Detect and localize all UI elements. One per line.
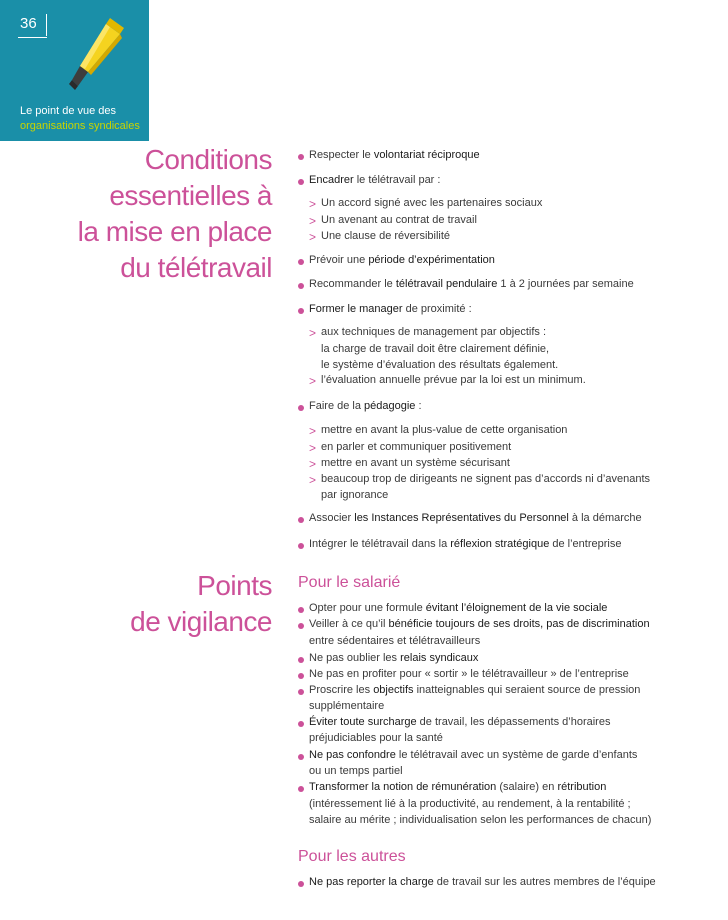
conditions-title-line: du télétravail [120, 252, 272, 283]
page-number-rule-horizontal [18, 37, 47, 38]
list-item: Associer les Instances Représentatives du Personnel à la démarche [298, 512, 642, 524]
page-number: 36 [20, 15, 37, 32]
sub-item-continuation: par ignorance [321, 489, 389, 501]
list-item: Ne pas en profiter pour « sortir » le télétravailleur » de l’entreprise [298, 668, 629, 680]
list-item: Ne pas oublier les relais syndicaux [298, 652, 478, 664]
conditions-title [78, 142, 272, 286]
conditions-title-line: la mise en place [77, 216, 272, 247]
list-item: Encadrer le télétravail par : [298, 174, 440, 186]
sub-item: > Une clause de réversibilité [298, 230, 450, 242]
section-label-line2: organisations syndicales [20, 120, 140, 132]
list-item-continuation: ou un temps partiel [309, 765, 403, 777]
highlighter-marker-icon [58, 14, 128, 92]
sub-item: > en parler et communiquer positivement [298, 441, 511, 453]
conditions-title-line: essentielles à [109, 180, 272, 211]
section-heading-salarie: Pour le salarié [298, 574, 401, 591]
list-item: Prévoir une période d’expérimentation [298, 254, 495, 266]
sub-item: > l’évaluation annuelle prévue par la loi est un minimum. [298, 374, 586, 386]
list-item: Faire de la pédagogie : [298, 400, 422, 412]
sub-item: > beaucoup trop de dirigeants ne signent pas d’accords ni d’avenants [298, 473, 650, 485]
list-item: Veiller à ce qu’il bénéficie toujours de ses droits, pas de discrimination [298, 618, 650, 630]
list-item: Proscrire les objectifs inatteignables qui seraient source de pression [298, 684, 640, 696]
list-item: Opter pour une formule évitant l’éloignement de la vie sociale [298, 602, 607, 614]
list-item: Respecter le volontariat réciproque [298, 149, 480, 161]
header-corner-block [0, 0, 149, 141]
section-heading-autres: Pour les autres [298, 848, 406, 865]
list-item: Ne pas confondre le télétravail avec un système de garde d’enfants [298, 749, 637, 761]
list-item-continuation: salaire au mérite ; individualisation selon les performances de chacun) [309, 814, 652, 826]
section-label [20, 104, 140, 134]
vigilance-title-line: de vigilance [130, 606, 272, 637]
list-item-continuation: préjudiciables pour la santé [309, 732, 443, 744]
vigilance-title [130, 568, 272, 640]
sub-item: > aux techniques de management par objectifs : [298, 326, 546, 338]
sub-item-continuation: le système d’évaluation des résultats également. [321, 359, 559, 371]
list-item: Intégrer le télétravail dans la réflexion stratégique de l’entreprise [298, 538, 621, 550]
list-item: Éviter toute surcharge de travail, les dépassements d’horaires [298, 716, 610, 728]
list-item: Ne pas reporter la charge de travail sur les autres membres de l’équipe [298, 876, 656, 888]
sub-item: > Un avenant au contrat de travail [298, 214, 477, 226]
page-number-rule-vertical [46, 14, 47, 36]
list-item-continuation: supplémentaire [309, 700, 385, 712]
sub-item: > mettre en avant un système sécurisant [298, 457, 510, 469]
section-label-line1: Le point de vue des [20, 105, 117, 117]
list-item: Former le manager de proximité : [298, 303, 472, 315]
vigilance-list [298, 0, 718, 900]
conditions-title-line: Conditions [144, 144, 272, 175]
vigilance-title-line: Points [197, 570, 272, 601]
sub-item: > Un accord signé avec les partenaires sociaux [298, 197, 542, 209]
list-item: Recommander le télétravail pendulaire 1 à 2 journées par semaine [298, 278, 634, 290]
sub-item-continuation: la charge de travail doit être clairement définie, [321, 343, 550, 355]
list-item-continuation: entre sédentaires et télétravailleurs [309, 635, 481, 647]
list-item: Transformer la notion de rémunération (salaire) en rétribution [298, 781, 606, 793]
list-item-continuation: (intéressement lié à la productivité, au rendement, à la rentabilité ; [309, 798, 631, 810]
sub-item: > mettre en avant la plus-value de cette organisation [298, 424, 567, 436]
